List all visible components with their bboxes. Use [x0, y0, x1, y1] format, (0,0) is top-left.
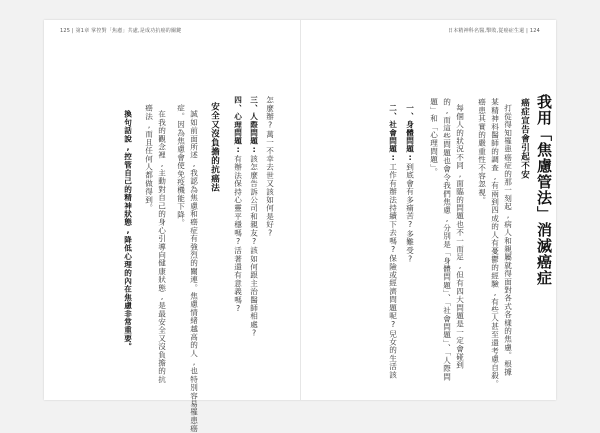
problem-item-interpersonal — [250, 96, 258, 364]
problem-lead: 二、社會問題: — [388, 104, 398, 163]
paragraph-line: 的,而這些問題也會令我們焦慮,分別是「身體問題」、「社會問題」、「人際問 — [442, 98, 452, 381]
paragraph-line: 題」和「心理問題」。 — [429, 98, 439, 177]
problem-text: 有辦法保持心靈平穩嗎?活著還有意義嗎? — [233, 154, 243, 314]
problem-text: 怎麼辦?萬一不幸去世又該如何是好? — [265, 96, 275, 239]
section-heading-cancer-anxiety: 癌症宣告會引起不安 — [519, 98, 530, 179]
paragraph-line: 在我的觀念裡,主動對自己的身心引導向健康狀態,是最安全又沒負擔的抗 — [157, 110, 167, 384]
paragraph-line: 每個人的狀況不同,面臨的問題也不一而足,但有四大問題是一定會碰到 — [455, 104, 465, 370]
book-spread — [44, 20, 556, 433]
problem-item-psychological — [234, 96, 242, 364]
section-heading-safe-method: 安全又沒負擔的抗癌法 — [209, 102, 220, 192]
paragraph-line: 誠如前面所述,我認為焦慮和癌症有強烈的關連。焦慮情緒越高的人,也特別容易罹患癌 — [189, 110, 199, 433]
paragraph-line: 某精神科醫師的調查,有兩到四成的人有憂鬱的經驗,有些人甚至還考慮自殺。 — [490, 98, 500, 388]
problem-item-physical — [406, 104, 414, 366]
problem-text: 工作有辦法持續下去嗎?保險或經濟問題呢?兒女的生活該 — [388, 162, 398, 379]
paragraph-line: 癌法,而且任何人都做得到。 — [144, 104, 154, 212]
problem-item-social — [388, 104, 398, 379]
page-gutter — [300, 20, 301, 400]
problem-text: 到底會有多痛苦?多難受? — [405, 162, 415, 265]
paragraph-line: 症。因為焦慮會使免疫機能下降。 — [176, 104, 186, 227]
left-page-header: 125 | 第1章 掌控對「焦慮」共處,是成功抗癌的關鍵 — [60, 28, 182, 34]
paragraph-line: 癌患其實的嚴重性不容忽視。 — [477, 98, 487, 205]
problem-lead: 一、身體問題: — [405, 104, 415, 163]
paragraph-emphasis-line: 換句話說,控管自己的精神狀態,降低心理的內在焦慮非常重要。 — [123, 110, 133, 351]
problem-text: 該怎麼告訴公司和親友?該如何跟主治醫師相處? — [249, 154, 259, 339]
chapter-title: 我用「焦慮管法」消滅癌症 — [535, 94, 553, 286]
problem-item-social-continued — [266, 96, 274, 364]
problem-lead: 三、人際問題: — [249, 96, 259, 155]
problem-lead: 四、心理問題: — [233, 96, 243, 155]
right-page-header: 日本精神科名醫,擊敗,從癌症生還 | 124 — [448, 28, 540, 34]
paragraph-line: 打從得知罹患癌症的那一刻起,病人和親屬就得面對各式各樣的焦慮。根據 — [503, 104, 513, 376]
